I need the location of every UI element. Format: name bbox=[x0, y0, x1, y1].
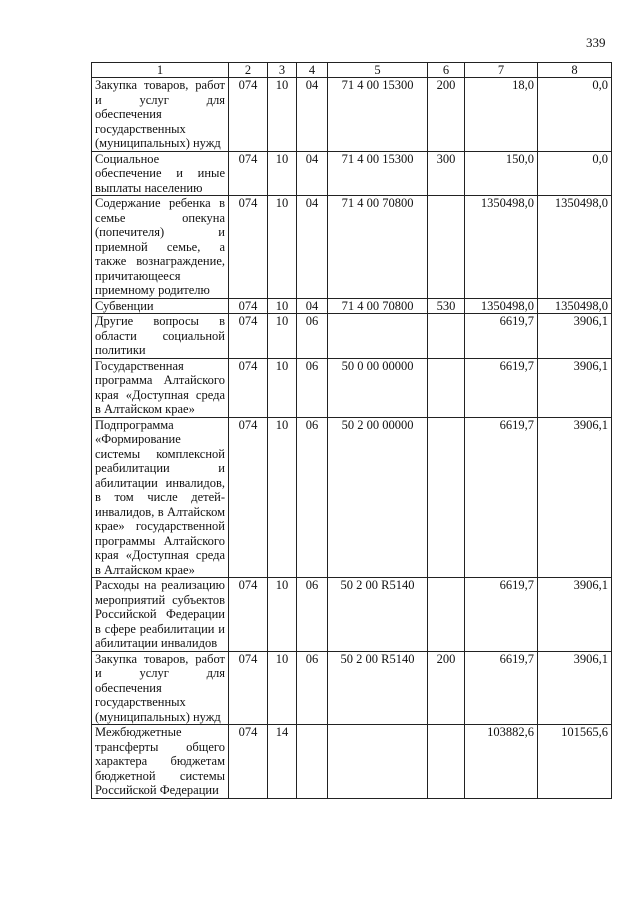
cell-amount-year-1: 6619,7 bbox=[465, 358, 538, 417]
cell-section: 10 bbox=[268, 417, 297, 578]
cell-section: 10 bbox=[268, 358, 297, 417]
cell-section: 10 bbox=[268, 314, 297, 359]
cell-amount-year-1: 6619,7 bbox=[465, 417, 538, 578]
cell-amount-year-2: 0,0 bbox=[538, 78, 612, 152]
cell-section: 10 bbox=[268, 298, 297, 314]
table-row bbox=[92, 314, 612, 359]
column-header: 5 bbox=[328, 63, 428, 78]
cell-target-article: 50 2 00 00000 bbox=[328, 417, 428, 578]
cell-target-article: 71 4 00 15300 bbox=[328, 151, 428, 196]
column-header: 8 bbox=[538, 63, 612, 78]
cell-subsection: 06 bbox=[297, 417, 328, 578]
cell-amount-year-2: 3906,1 bbox=[538, 651, 612, 725]
cell-target-article bbox=[328, 725, 428, 799]
cell-amount-year-2: 1350498,0 bbox=[538, 298, 612, 314]
cell-target-article bbox=[328, 314, 428, 359]
cell-expense-type: 200 bbox=[428, 651, 465, 725]
cell-expense-type: 200 bbox=[428, 78, 465, 152]
cell-amount-year-1: 6619,7 bbox=[465, 314, 538, 359]
budget-table bbox=[91, 62, 612, 799]
table-row bbox=[92, 298, 612, 314]
table-row bbox=[92, 578, 612, 652]
cell-subsection: 06 bbox=[297, 651, 328, 725]
cell-amount-year-1: 1350498,0 bbox=[465, 298, 538, 314]
cell-target-article: 50 2 00 R5140 bbox=[328, 651, 428, 725]
cell-name: Закупка товаров, работ и услуг для обеспечения государственных (муниципальных) нужд bbox=[92, 78, 229, 152]
cell-target-article: 50 0 00 00000 bbox=[328, 358, 428, 417]
cell-amount-year-2: 101565,6 bbox=[538, 725, 612, 799]
cell-subsection: 04 bbox=[297, 196, 328, 299]
cell-ministry-code: 074 bbox=[229, 151, 268, 196]
cell-amount-year-1: 18,0 bbox=[465, 78, 538, 152]
cell-name: Закупка товаров, работ и услуг для обеспечения государственных (муниципальных) нужд bbox=[92, 651, 229, 725]
table-row bbox=[92, 78, 612, 152]
column-header: 6 bbox=[428, 63, 465, 78]
cell-ministry-code: 074 bbox=[229, 725, 268, 799]
cell-ministry-code: 074 bbox=[229, 578, 268, 652]
cell-target-article: 71 4 00 15300 bbox=[328, 78, 428, 152]
cell-amount-year-1: 6619,7 bbox=[465, 651, 538, 725]
table-row bbox=[92, 196, 612, 299]
cell-section: 10 bbox=[268, 78, 297, 152]
cell-ministry-code: 074 bbox=[229, 651, 268, 725]
column-header: 3 bbox=[268, 63, 297, 78]
cell-name: Государственная программа Алтайского края «Доступная среда в Алтайском крае» bbox=[92, 358, 229, 417]
table-row bbox=[92, 358, 612, 417]
table-row bbox=[92, 151, 612, 196]
cell-ministry-code: 074 bbox=[229, 78, 268, 152]
cell-section: 14 bbox=[268, 725, 297, 799]
cell-expense-type bbox=[428, 578, 465, 652]
table-row bbox=[92, 651, 612, 725]
cell-amount-year-1: 6619,7 bbox=[465, 578, 538, 652]
cell-amount-year-2: 3906,1 bbox=[538, 417, 612, 578]
cell-expense-type bbox=[428, 725, 465, 799]
cell-subsection: 04 bbox=[297, 298, 328, 314]
column-header: 1 bbox=[92, 63, 229, 78]
cell-section: 10 bbox=[268, 151, 297, 196]
cell-expense-type: 300 bbox=[428, 151, 465, 196]
cell-amount-year-1: 103882,6 bbox=[465, 725, 538, 799]
cell-subsection: 06 bbox=[297, 578, 328, 652]
cell-subsection: 04 bbox=[297, 78, 328, 152]
cell-subsection: 06 bbox=[297, 358, 328, 417]
table-body bbox=[92, 78, 612, 799]
cell-target-article: 71 4 00 70800 bbox=[328, 298, 428, 314]
cell-ministry-code: 074 bbox=[229, 314, 268, 359]
cell-target-article: 50 2 00 R5140 bbox=[328, 578, 428, 652]
cell-name: Межбюджетные трансферты общего характера бюджетам бюджетной системы Российской Федерации bbox=[92, 725, 229, 799]
cell-amount-year-1: 150,0 bbox=[465, 151, 538, 196]
cell-expense-type bbox=[428, 314, 465, 359]
cell-expense-type bbox=[428, 358, 465, 417]
cell-expense-type: 530 bbox=[428, 298, 465, 314]
cell-amount-year-2: 3906,1 bbox=[538, 358, 612, 417]
table-row bbox=[92, 417, 612, 578]
header-row bbox=[92, 63, 612, 78]
cell-ministry-code: 074 bbox=[229, 417, 268, 578]
column-header: 7 bbox=[465, 63, 538, 78]
cell-name: Другие вопросы в области социальной политики bbox=[92, 314, 229, 359]
cell-expense-type bbox=[428, 196, 465, 299]
cell-amount-year-2: 0,0 bbox=[538, 151, 612, 196]
page-number: 339 bbox=[586, 35, 606, 50]
cell-name: Подпрограмма «Формирование системы комплексной реабилитации и абилитации инвалидов, в том числе детей-инвалидов, в Алтайском крае» государственной программы Алтайского края «Доступная среда в Алтайском крае» bbox=[92, 417, 229, 578]
cell-amount-year-2: 3906,1 bbox=[538, 578, 612, 652]
cell-section: 10 bbox=[268, 196, 297, 299]
cell-amount-year-2: 1350498,0 bbox=[538, 196, 612, 299]
cell-amount-year-2: 3906,1 bbox=[538, 314, 612, 359]
cell-name: Расходы на реализацию мероприятий субъектов Российской Федерации в сфере реабилитации и абилитации инвалидов bbox=[92, 578, 229, 652]
cell-name: Социальное обеспечение и иные выплаты населению bbox=[92, 151, 229, 196]
column-header: 4 bbox=[297, 63, 328, 78]
cell-amount-year-1: 1350498,0 bbox=[465, 196, 538, 299]
cell-ministry-code: 074 bbox=[229, 298, 268, 314]
cell-expense-type bbox=[428, 417, 465, 578]
cell-subsection: 06 bbox=[297, 314, 328, 359]
cell-name: Субвенции bbox=[92, 298, 229, 314]
cell-target-article: 71 4 00 70800 bbox=[328, 196, 428, 299]
cell-subsection: 04 bbox=[297, 151, 328, 196]
cell-section: 10 bbox=[268, 578, 297, 652]
column-header: 2 bbox=[229, 63, 268, 78]
cell-ministry-code: 074 bbox=[229, 358, 268, 417]
cell-section: 10 bbox=[268, 651, 297, 725]
cell-subsection bbox=[297, 725, 328, 799]
cell-name: Содержание ребенка в семье опекуна (попечителя) и приемной семье, а также вознаграждение, причитающееся приемному родителю bbox=[92, 196, 229, 299]
table-row bbox=[92, 725, 612, 799]
cell-ministry-code: 074 bbox=[229, 196, 268, 299]
